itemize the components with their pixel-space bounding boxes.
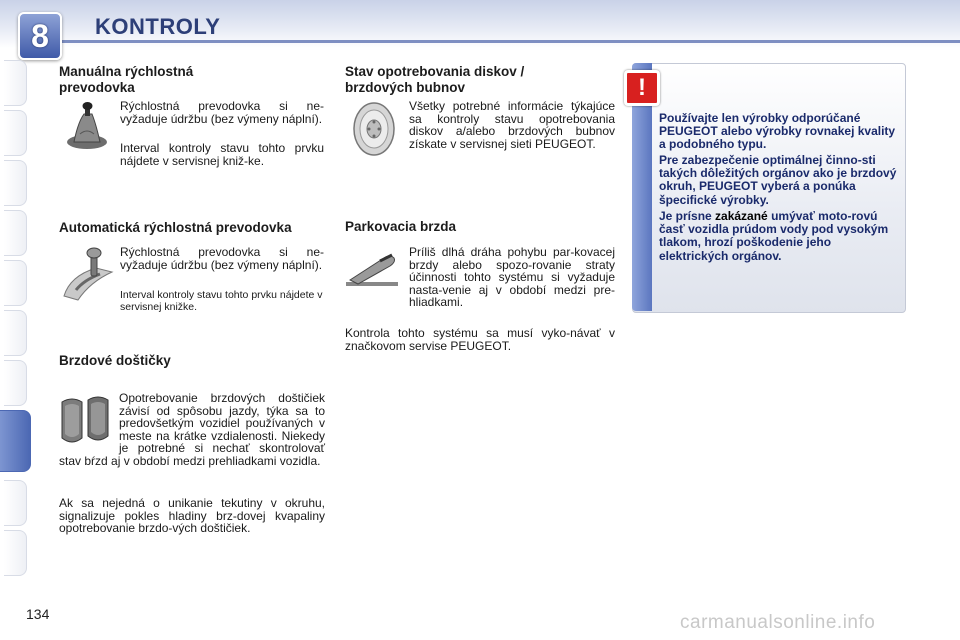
chapter-tab[interactable] xyxy=(4,210,27,256)
manual-gearbox-text-1: Rýchlostná prevodovka si ne-vyžaduje údržbu (bez výmeny náplní). xyxy=(120,99,324,126)
manual-gear-lever-icon xyxy=(60,102,114,152)
page-number: 134 xyxy=(26,606,50,622)
chapter-tabs xyxy=(0,60,32,580)
chapter-tab[interactable] xyxy=(4,110,27,156)
text-wrap-spacer xyxy=(59,392,119,452)
brake-pads-text-1 xyxy=(59,392,325,468)
chapter-tab[interactable] xyxy=(4,310,27,356)
manual-gearbox-heading xyxy=(59,64,193,96)
brake-discs-heading xyxy=(345,64,524,96)
warning-text-3-end: umývať moto-rovú časť vozidla prúdom vody pod vysokým tlakom, hrozí poškodenie jeho elektrických orgánov. xyxy=(659,209,889,263)
chapter-tab[interactable] xyxy=(4,530,27,576)
automatic-gearbox-heading: Automatická rýchlostná prevodovka xyxy=(59,220,292,235)
parking-brake-text-2: Kontrola tohto systému sa musí vyko-návať v značkovom servise PEUGEOT. xyxy=(345,326,615,353)
brake-pads-text-2: Ak sa nejedná o unikanie tekutiny v okruhu, signalizuje pokles hladiny brz-dovej kvapaliny opotrebovanie brzdo-vých doštičiek. xyxy=(59,496,325,536)
chapter-tab[interactable] xyxy=(4,260,27,306)
chapter-title: KONTROLY xyxy=(95,14,221,39)
warning-text-3-start: Je prísne xyxy=(659,209,716,223)
brake-disc-icon xyxy=(350,100,398,158)
watermark: carmanualsonline.info xyxy=(680,612,876,633)
header-rule xyxy=(60,40,960,43)
chapter-tab[interactable] xyxy=(4,360,27,406)
brake-discs-text: Všetky potrebné informácie týkajúce sa kontroly stavu opotrebovania diskov a/alebo brzdových bubnov získate v servisnej sieti PEUGEOT. xyxy=(409,99,615,151)
automatic-gear-selector-icon xyxy=(60,246,116,304)
brake-pads-heading: Brzdové doštičky xyxy=(59,353,171,368)
parking-brake-lever-icon xyxy=(344,252,400,290)
chapter-tab[interactable] xyxy=(4,60,27,106)
brake-pads-text-1-content: Opotrebovanie brzdových doštičiek závisí od spôsobu jazdy, týka sa to predovšetkým vozidiel používaných v meste na krátke vzdialenosti. Niekedy je potrebné si nechať skontrolovať stav bŕzd aj v období medzi prehliadkami vozidla. xyxy=(59,391,325,468)
automatic-gearbox-text-2: Interval kontroly stavu tohto prvku nájdete v servisnej knižke. xyxy=(120,289,323,313)
warning-text-2: Pre zabezpečenie optimálnej činno-sti takých dôležitých orgánov ako je brzdový okruh, PEUGEOT vyberá a ponúka špecifické výrobky. xyxy=(659,153,897,207)
chapter-tab[interactable] xyxy=(4,160,27,206)
chapter-badge: 8 xyxy=(18,12,62,60)
parking-brake-heading: Parkovacia brzda xyxy=(345,219,457,234)
warning-text-1: Používajte len výrobky odporúčané PEUGEOT alebo výrobky rovnakej kvality a podobného typu. xyxy=(659,111,896,152)
chapter-tab-active[interactable] xyxy=(0,410,31,472)
warning-text-3 xyxy=(659,210,899,263)
manual-gearbox-heading-line2: prevodovka xyxy=(59,80,135,95)
warning-exclamation-icon: ! xyxy=(624,70,660,106)
brake-discs-heading-line1: Stav opotrebovania diskov / xyxy=(345,64,525,79)
manual-gearbox-heading-line1: Manuálna rýchlostná xyxy=(59,64,194,79)
manual-gearbox-text-2: Interval kontroly stavu tohto prvku nájdete v servisnej kniž-ke. xyxy=(120,141,324,168)
brake-discs-heading-line2: brzdových bubnov xyxy=(345,80,466,95)
parking-brake-text-1: Príliš dlhá dráha pohybu par-kovacej brzdy alebo spozo-rovanie straty účinnosti tohto systému si vyžaduje nasta-venie aj v období medzi pre-hliadkami. xyxy=(409,245,615,310)
chapter-tab[interactable] xyxy=(4,480,27,526)
warning-text-3-emphasis: zakázané xyxy=(715,209,768,223)
automatic-gearbox-text-1: Rýchlostná prevodovka si ne-vyžaduje údržbu (bez výmeny náplní). xyxy=(120,245,324,272)
